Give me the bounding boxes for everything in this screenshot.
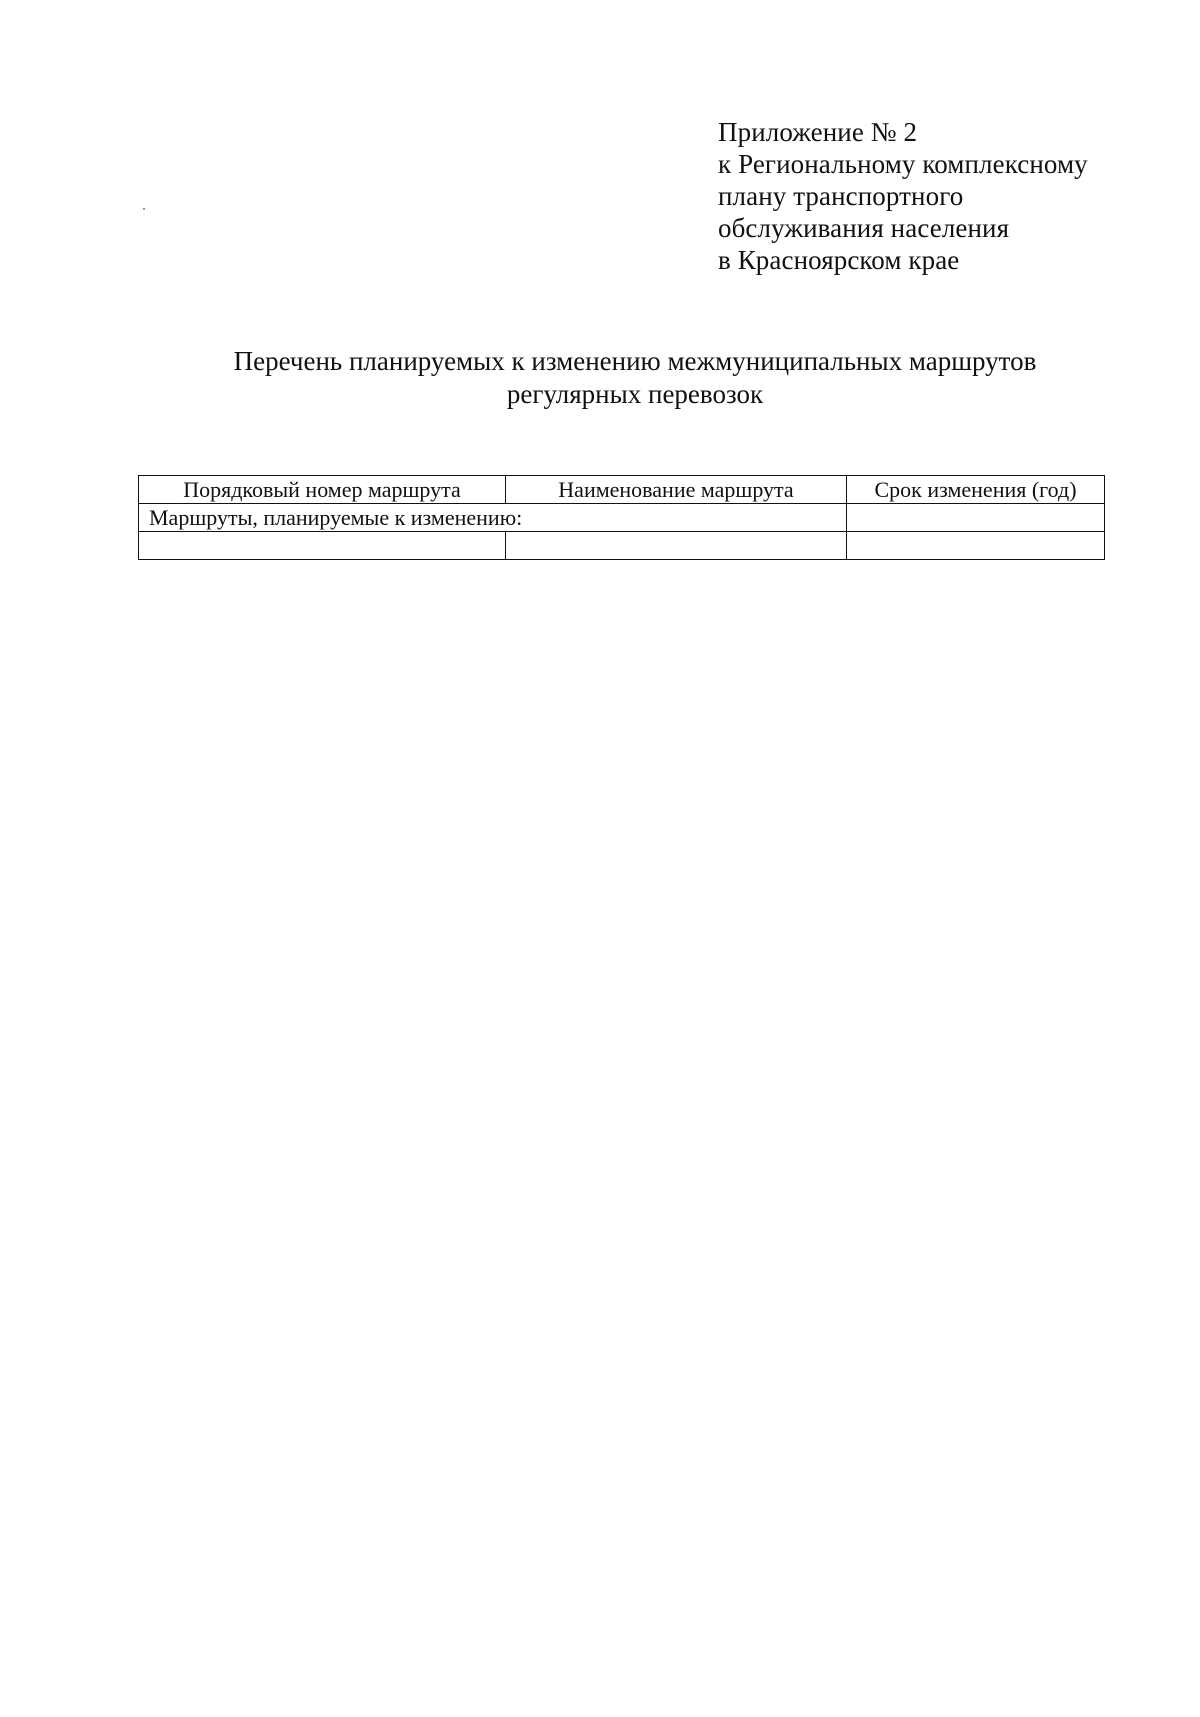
document-title	[130, 345, 1140, 411]
table-cell-route-name	[506, 532, 847, 560]
title-line-2: регулярных перевозок	[506, 379, 764, 409]
table-section-row	[139, 504, 1105, 532]
header-route-name: Наименование маршрута	[506, 476, 847, 504]
table-cell-route-number	[139, 532, 506, 560]
annex-reference-line-3: обслуживания населения	[718, 213, 1010, 243]
section-term-cell	[847, 504, 1105, 532]
table-row	[139, 532, 1105, 560]
header-change-term: Срок изменения (год)	[847, 476, 1105, 504]
annex-number: Приложение № 2	[718, 117, 918, 147]
annex-header	[718, 116, 1088, 276]
table-cell-change-term	[847, 532, 1105, 560]
annex-reference-line-2: плану транспортного	[718, 181, 964, 211]
section-label: Маршруты, планируемые к изменению:	[139, 504, 847, 532]
title-line-1: Перечень планируемых к изменению межмуниципальных маршрутов	[233, 346, 1037, 376]
header-route-number: Порядковый номер маршрута	[139, 476, 506, 504]
routes-table	[138, 475, 1105, 560]
table-header-row	[139, 476, 1105, 504]
annex-reference-line-4: в Красноярском крае	[718, 245, 960, 275]
annex-reference-line-1: к Региональному комплексному	[718, 149, 1088, 179]
scan-speck	[143, 208, 145, 210]
